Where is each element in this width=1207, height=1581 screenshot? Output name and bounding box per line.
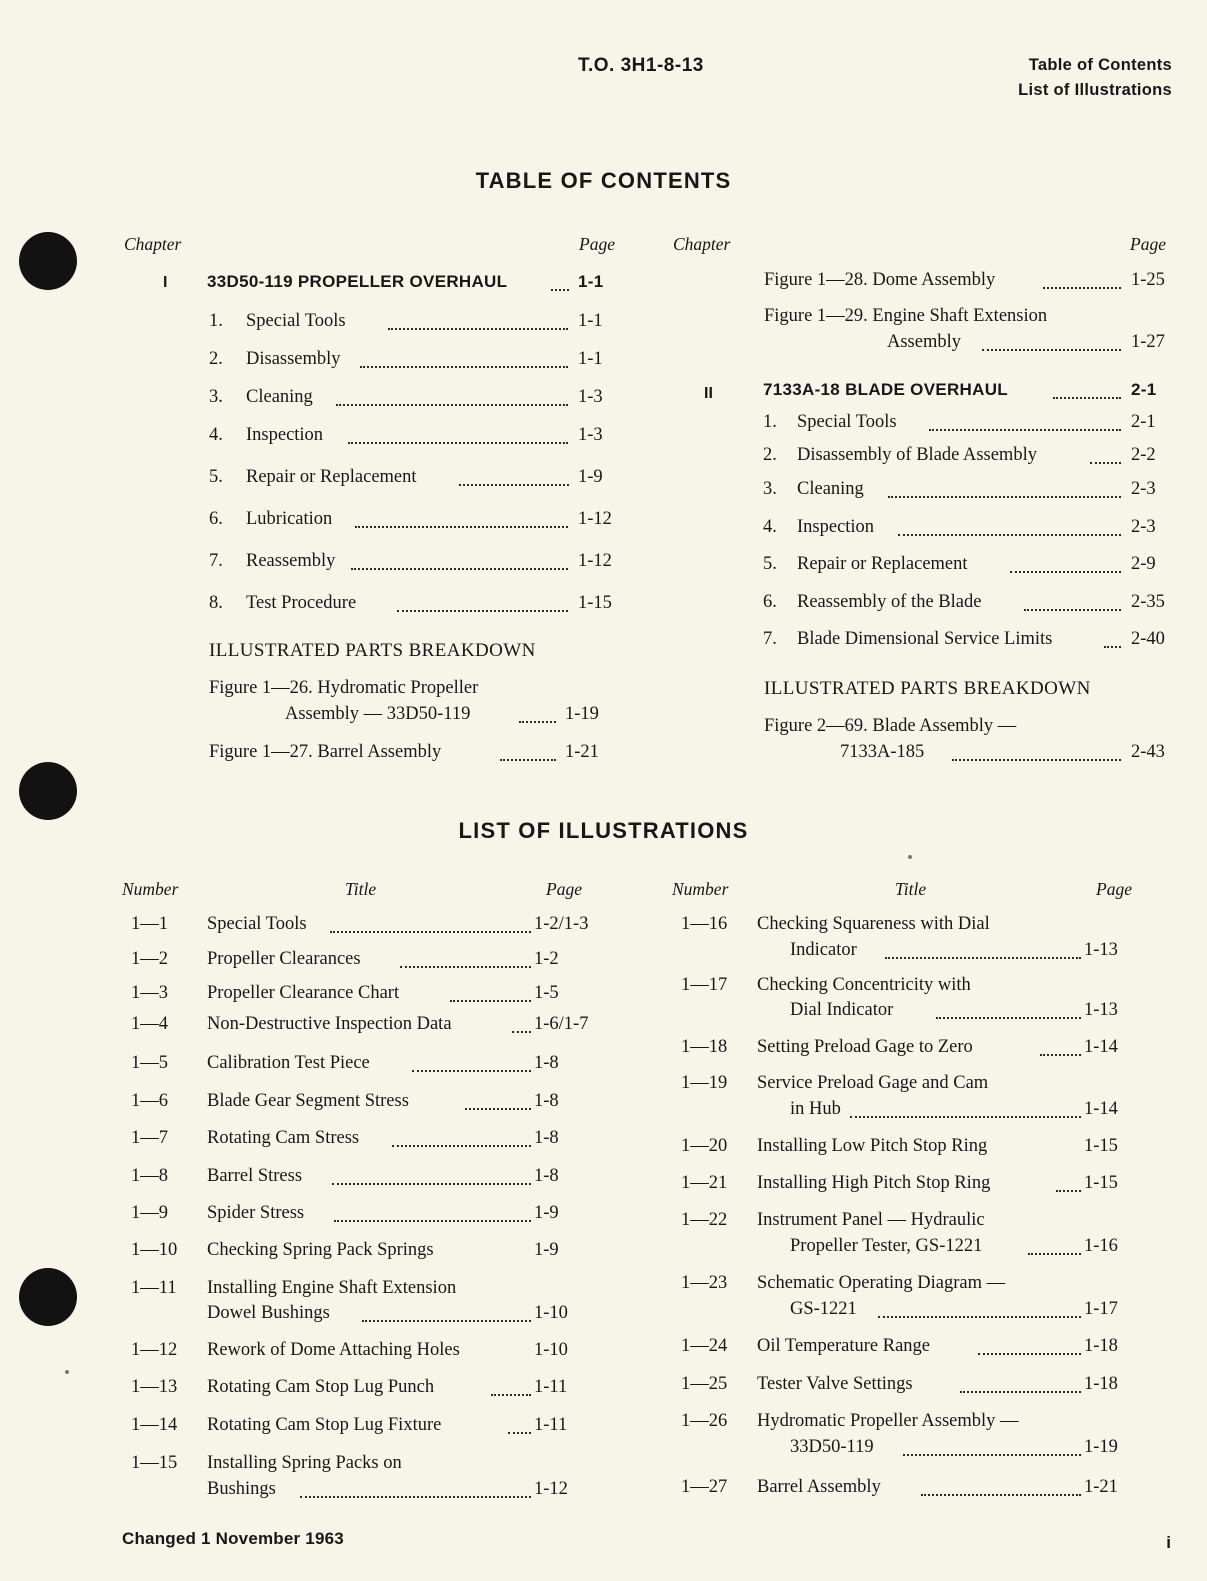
toc-right-ipb-heading: ILLUSTRATED PARTS BREAKDOWN (764, 678, 1091, 699)
loi-item-title-line2: Dowel Bushings (207, 1303, 330, 1323)
leader-dots (330, 931, 531, 933)
loi-item-number: 1—8 (131, 1166, 168, 1186)
leader-dots (1104, 646, 1121, 648)
toc-item-label: Test Procedure (246, 593, 357, 613)
loi-left-head-number: Number (122, 879, 179, 899)
loi-item-title: Blade Gear Segment Stress (207, 1091, 409, 1111)
loi-item-title-line2: Bushings (207, 1479, 276, 1499)
toc-figure-line1: Figure 1—29. Engine Shaft Extension (764, 306, 1048, 326)
loi-item-page: 1-17 (1084, 1299, 1118, 1319)
loi-item-number: 1—12 (131, 1340, 178, 1360)
toc-item-number: 8. (209, 593, 223, 613)
leader-dots (982, 349, 1121, 351)
toc-item-page: 1-3 (578, 425, 603, 445)
loi-item-page: 1-6/1-7 (534, 1014, 589, 1034)
leader-dots (392, 1145, 531, 1147)
toc-figure-line2: Assembly (887, 332, 961, 352)
toc-item-page: 2-3 (1131, 479, 1156, 499)
leader-dots (1040, 1054, 1081, 1056)
toc-item-page: 1-9 (578, 467, 603, 487)
toc-item-label: Repair or Replacement (797, 554, 968, 574)
loi-item-page: 1-19 (1084, 1437, 1118, 1457)
loi-item-number: 1—9 (131, 1203, 168, 1223)
loi-item-page: 1-8 (534, 1128, 559, 1148)
toc-left-chapter-number: I (163, 274, 168, 291)
loi-item-number: 1—27 (681, 1477, 728, 1497)
toc-item-page: 2-35 (1131, 592, 1165, 612)
loi-item-title-line2: Dial Indicator (790, 1000, 894, 1020)
toc-item-number: 7. (209, 551, 223, 571)
toc-item-number: 6. (763, 592, 777, 612)
toc-item-label: Cleaning (246, 387, 313, 407)
leader-dots (1053, 397, 1121, 399)
loi-item-page: 1-9 (534, 1240, 559, 1260)
loi-item-page: 1-10 (534, 1340, 568, 1360)
toc-item-label: Cleaning (797, 479, 864, 499)
toc-item-page: 2-40 (1131, 629, 1165, 649)
leader-dots (903, 1454, 1081, 1456)
toc-figure-line1: Figure 1—27. Barrel Assembly (209, 742, 442, 762)
punch-hole-top (19, 232, 77, 290)
leader-dots (1010, 571, 1121, 573)
loi-item-title: Barrel Assembly (757, 1477, 881, 1497)
loi-item-page: 1-14 (1084, 1037, 1118, 1057)
toc-item-label: Reassembly (246, 551, 336, 571)
loi-item-page: 1-15 (1084, 1136, 1118, 1156)
loi-item-number: 1—10 (131, 1240, 178, 1260)
toc-figure-line1: Figure 1—28. Dome Assembly (764, 270, 996, 290)
header-list-of-illustrations: List of Illustrations (1018, 80, 1172, 99)
leader-dots (898, 534, 1121, 536)
toc-figure-page: 2-43 (1131, 742, 1165, 762)
toc-item-number: 4. (763, 517, 777, 537)
loi-item-title: Installing Engine Shaft Extension (207, 1278, 457, 1298)
page-title-list-of-illustrations: LIST OF ILLUSTRATIONS (458, 818, 749, 843)
loi-item-page: 1-8 (534, 1091, 559, 1111)
loi-item-page: 1-2 (534, 949, 559, 969)
leader-dots (334, 1220, 531, 1222)
header-right-block (1018, 53, 1172, 103)
loi-item-title-line2: in Hub (790, 1099, 841, 1119)
loi-item-title: Oil Temperature Range (757, 1336, 931, 1356)
leader-dots (459, 484, 569, 486)
loi-item-title: Tester Valve Settings (757, 1374, 913, 1394)
leader-dots (450, 1000, 531, 1002)
toc-item-label: Special Tools (246, 311, 346, 331)
leader-dots (351, 568, 568, 570)
leader-dots (400, 966, 531, 968)
loi-item-number: 1—4 (131, 1014, 168, 1034)
loi-item-number: 1—14 (131, 1415, 178, 1435)
loi-item-title: Rotating Cam Stop Lug Fixture (207, 1415, 442, 1435)
loi-item-page: 1-18 (1084, 1374, 1118, 1394)
toc-figure-page: 1-27 (1131, 332, 1165, 352)
loi-item-number: 1—26 (681, 1411, 728, 1431)
loi-item-number: 1—5 (131, 1053, 168, 1073)
loi-item-page: 1-8 (534, 1166, 559, 1186)
punch-hole-bottom (19, 1268, 77, 1326)
leader-dots (465, 1108, 531, 1110)
toc-figure-line2: Assembly — 33D50-119 (285, 704, 471, 724)
loi-item-title: Service Preload Gage and Cam (757, 1073, 989, 1093)
leader-dots (1056, 1190, 1081, 1192)
toc-left-chapter-title: 33D50-119 PROPELLER OVERHAUL (207, 272, 508, 291)
loi-item-page: 1-13 (1084, 1000, 1118, 1020)
leader-dots (885, 957, 1081, 959)
leader-dots (500, 759, 556, 761)
toc-right-chapter-title: 7133A-18 BLADE OVERHAUL (763, 380, 1008, 399)
loi-item-title: Rotating Cam Stress (207, 1128, 360, 1148)
toc-item-label: Disassembly (246, 349, 341, 369)
paper-speck (65, 1370, 69, 1374)
toc-figure-line1: Figure 2—69. Blade Assembly — (764, 716, 1017, 736)
punch-hole-middle (19, 762, 77, 820)
toc-item-label: Repair or Replacement (246, 467, 417, 487)
leader-dots (397, 610, 568, 612)
leader-dots (888, 496, 1121, 498)
toc-item-label: Reassembly of the Blade (797, 592, 982, 612)
loi-item-title: Rework of Dome Attaching Holes (207, 1340, 460, 1360)
toc-item-page: 1-12 (578, 509, 612, 529)
loi-item-number: 1—15 (131, 1453, 178, 1473)
leader-dots (929, 429, 1121, 431)
toc-left-ipb-heading: ILLUSTRATED PARTS BREAKDOWN (209, 640, 536, 661)
loi-item-page: 1-12 (534, 1479, 568, 1499)
leader-dots (355, 526, 568, 528)
toc-item-number: 7. (763, 629, 777, 649)
toc-item-number: 1. (763, 412, 777, 432)
leader-dots (388, 328, 568, 330)
loi-item-page: 1-9 (534, 1203, 559, 1223)
toc-figure-line1: Figure 1—26. Hydromatic Propeller (209, 678, 479, 698)
toc-item-number: 1. (209, 311, 223, 331)
toc-item-page: 2-3 (1131, 517, 1156, 537)
loi-item-page: 1-8 (534, 1053, 559, 1073)
loi-item-number: 1—19 (681, 1073, 728, 1093)
loi-item-page: 1-16 (1084, 1236, 1118, 1256)
leader-dots (1024, 609, 1121, 611)
leader-dots (519, 721, 556, 723)
toc-item-label: Disassembly of Blade Assembly (797, 445, 1037, 465)
loi-item-page: 1-14 (1084, 1099, 1118, 1119)
loi-item-number: 1—16 (681, 914, 728, 934)
leader-dots (850, 1116, 1081, 1118)
toc-figure-page: 1-19 (565, 704, 599, 724)
loi-item-title: Special Tools (207, 914, 307, 934)
toc-right-head-page: Page (1130, 234, 1166, 254)
leader-dots (1090, 462, 1121, 464)
toc-item-number: 3. (763, 479, 777, 499)
loi-item-title: Checking Squareness with Dial (757, 914, 990, 934)
loi-item-title: Barrel Stress (207, 1166, 303, 1186)
loi-item-page: 1-13 (1084, 940, 1118, 960)
toc-right-chapter-number: II (704, 385, 713, 402)
leader-dots (978, 1353, 1081, 1355)
toc-item-page: 1-12 (578, 551, 612, 571)
loi-item-title: Propeller Clearances (207, 949, 361, 969)
header-table-of-contents: Table of Contents (1028, 56, 1172, 74)
toc-item-page: 1-15 (578, 593, 612, 613)
loi-right-head-number: Number (672, 879, 729, 899)
leader-dots (508, 1432, 531, 1434)
loi-item-number: 1—20 (681, 1136, 728, 1156)
loi-right-head-title: Title (895, 879, 927, 899)
toc-item-page: 1-1 (578, 349, 603, 369)
loi-item-number: 1—2 (131, 949, 168, 969)
toc-left-head-chapter: Chapter (124, 234, 182, 254)
loi-item-page: 1-21 (1084, 1477, 1118, 1497)
leader-dots (878, 1316, 1081, 1318)
loi-item-page: 1-18 (1084, 1336, 1118, 1356)
leader-dots (512, 1031, 531, 1033)
toc-item-label: Inspection (246, 425, 324, 445)
toc-item-number: 2. (763, 445, 777, 465)
toc-item-label: Inspection (797, 517, 875, 537)
toc-item-page: 1-3 (578, 387, 603, 407)
loi-item-title: Hydromatic Propeller Assembly — (757, 1411, 1019, 1431)
loi-item-number: 1—23 (681, 1273, 728, 1293)
loi-item-number: 1—22 (681, 1210, 728, 1230)
toc-item-page: 2-9 (1131, 554, 1156, 574)
loi-item-title-line2: Indicator (790, 940, 857, 960)
leader-dots (551, 289, 569, 291)
loi-item-title: Installing High Pitch Stop Ring (757, 1173, 991, 1193)
loi-item-page: 1-15 (1084, 1173, 1118, 1193)
document-number: T.O. 3H1-8-13 (578, 55, 704, 76)
leader-dots (936, 1017, 1081, 1019)
loi-item-number: 1—18 (681, 1037, 728, 1057)
loi-item-title: Non-Destructive Inspection Data (207, 1014, 452, 1034)
loi-item-number: 1—3 (131, 983, 168, 1003)
loi-item-number: 1—24 (681, 1336, 728, 1356)
leader-dots (348, 442, 568, 444)
leader-dots (952, 759, 1121, 761)
loi-item-number: 1—17 (681, 975, 728, 995)
loi-item-title: Schematic Operating Diagram — (757, 1273, 1006, 1293)
toc-left-head-page: Page (579, 234, 615, 254)
loi-item-page: 1-10 (534, 1303, 568, 1323)
loi-item-title: Checking Spring Pack Springs (207, 1240, 434, 1260)
loi-item-title: Setting Preload Gage to Zero (757, 1037, 973, 1057)
footer-revision-date: Changed 1 November 1963 (122, 1529, 344, 1548)
page-number: i (1166, 1533, 1171, 1552)
loi-left-head-title: Title (345, 879, 377, 899)
toc-item-number: 2. (209, 349, 223, 369)
toc-item-number: 3. (209, 387, 223, 407)
toc-right-head-chapter: Chapter (673, 234, 731, 254)
toc-item-page: 2-2 (1131, 445, 1156, 465)
paper-speck (908, 855, 912, 859)
leader-dots (360, 366, 568, 368)
loi-item-page: 1-5 (534, 983, 559, 1003)
leader-dots (332, 1183, 531, 1185)
leader-dots (300, 1496, 531, 1498)
loi-item-page: 1-11 (534, 1415, 568, 1435)
toc-item-number: 4. (209, 425, 223, 445)
loi-item-page: 1-11 (534, 1377, 568, 1397)
toc-right-chapter-page: 2-1 (1131, 380, 1157, 399)
leader-dots (491, 1394, 531, 1396)
page-title-table-of-contents: TABLE OF CONTENTS (475, 168, 732, 193)
toc-item-number: 5. (763, 554, 777, 574)
loi-item-title: Installing Spring Packs on (207, 1453, 402, 1473)
loi-item-number: 1—21 (681, 1173, 728, 1193)
loi-item-number: 1—7 (131, 1128, 168, 1148)
toc-figure-page: 1-25 (1131, 270, 1165, 290)
toc-item-label: Lubrication (246, 509, 333, 529)
loi-item-number: 1—25 (681, 1374, 728, 1394)
loi-item-title: Spider Stress (207, 1203, 305, 1223)
loi-item-title: Installing Low Pitch Stop Ring (757, 1136, 988, 1156)
loi-item-page: 1-2/1-3 (534, 914, 589, 934)
leader-dots (412, 1070, 531, 1072)
loi-item-title: Calibration Test Piece (207, 1053, 370, 1073)
toc-item-label: Special Tools (797, 412, 897, 432)
loi-item-title: Propeller Clearance Chart (207, 983, 400, 1003)
toc-figure-page: 1-21 (565, 742, 599, 762)
toc-item-number: 6. (209, 509, 223, 529)
loi-item-number: 1—13 (131, 1377, 178, 1397)
loi-item-number: 1—11 (131, 1278, 177, 1298)
loi-item-number: 1—6 (131, 1091, 168, 1111)
loi-item-number: 1—1 (131, 914, 168, 934)
leader-dots (1043, 287, 1121, 289)
toc-item-page: 2-1 (1131, 412, 1156, 432)
leader-dots (362, 1320, 531, 1322)
leader-dots (336, 404, 568, 406)
loi-item-title: Rotating Cam Stop Lug Punch (207, 1377, 435, 1397)
toc-item-label: Blade Dimensional Service Limits (797, 629, 1053, 649)
toc-item-page: 1-1 (578, 311, 603, 331)
leader-dots (1028, 1253, 1081, 1255)
loi-right-head-page: Page (1096, 879, 1132, 899)
loi-item-title-line2: GS-1221 (790, 1299, 857, 1319)
toc-item-number: 5. (209, 467, 223, 487)
toc-left-chapter-page: 1-1 (578, 272, 604, 291)
loi-left-head-page: Page (546, 879, 582, 899)
loi-item-title-line2: 33D50-119 (790, 1437, 874, 1457)
loi-item-title: Checking Concentricity with (757, 975, 971, 995)
loi-item-title-line2: Propeller Tester, GS-1221 (790, 1236, 983, 1256)
toc-figure-line2: 7133A-185 (840, 742, 925, 762)
leader-dots (960, 1391, 1081, 1393)
loi-item-title: Instrument Panel — Hydraulic (757, 1210, 985, 1230)
leader-dots (921, 1494, 1081, 1496)
